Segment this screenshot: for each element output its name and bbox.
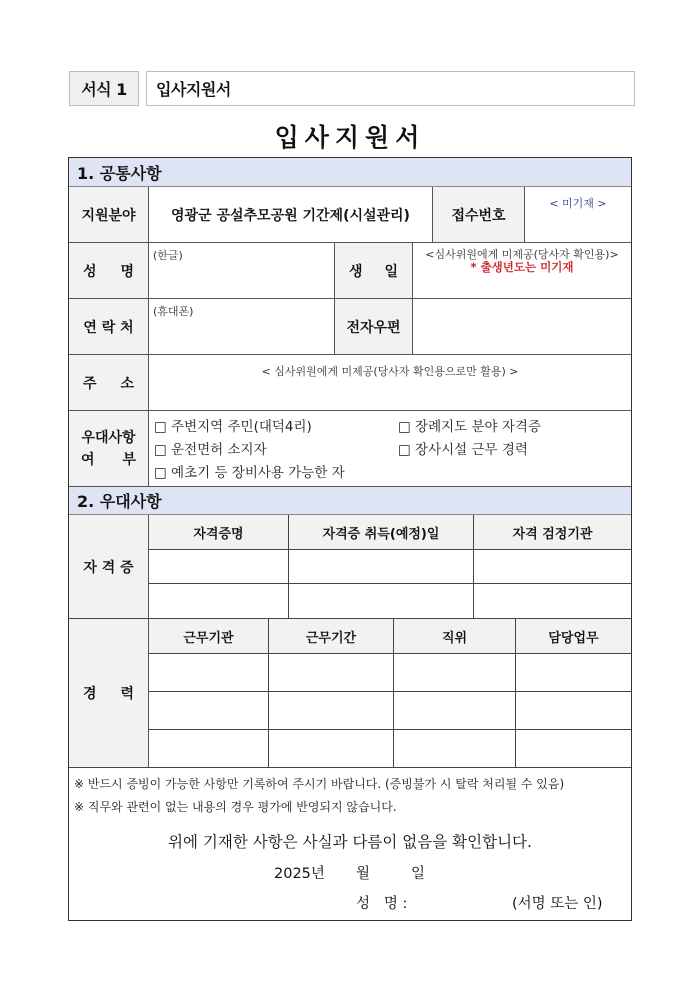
label-name: 성 명 (69, 243, 149, 298)
section-header-common: 1. 공통사항 (69, 158, 631, 187)
employer-input[interactable] (149, 654, 269, 691)
col-period: 근무기간 (269, 619, 394, 653)
career-header-row (149, 619, 631, 654)
note-relevance: ※ 직무와 관련이 없는 내용의 경우 평가에 반영되지 않습니다. (74, 800, 397, 814)
row-name-birth (69, 243, 631, 299)
position-input[interactable] (394, 654, 516, 691)
cert-issuer-input[interactable] (474, 550, 631, 583)
period-input[interactable] (269, 730, 394, 768)
certificates-block (69, 515, 631, 619)
row-contact-email (69, 299, 631, 355)
email-field[interactable] (413, 299, 631, 354)
label-email: 전자우편 (335, 299, 413, 354)
signature-hint[interactable]: (서명 또는 인) (512, 896, 603, 912)
duties-input[interactable] (516, 654, 631, 691)
label-receipt-number: 접수번호 (433, 187, 525, 242)
name-field[interactable] (149, 243, 335, 298)
cert-name-input[interactable] (149, 550, 289, 583)
employer-input[interactable] (149, 692, 269, 729)
birthdate-hint: <심사위원에게 미제공(당사자 확인용)> (425, 248, 619, 261)
address-field[interactable] (149, 355, 631, 410)
col-employer: 근무기관 (149, 619, 269, 653)
confirmation-statement: 위에 기재한 사항은 사실과 다름이 없음을 확인합니다. (168, 833, 532, 851)
period-input[interactable] (269, 692, 394, 729)
col-duties: 담당업무 (516, 619, 631, 653)
note-evidence: ※ 반드시 증빙이 가능한 사항만 기록하여 주시기 바랍니다. (증빙불가 시 탈락 처리될 수 있음) (74, 777, 565, 791)
table-row (149, 550, 631, 584)
col-position: 직위 (394, 619, 516, 653)
duties-input[interactable] (516, 730, 631, 768)
contact-hint: (휴대폰) (153, 305, 194, 318)
certificates-header-row (149, 515, 631, 550)
label-birthdate: 생 일 (335, 243, 413, 298)
receipt-number-hint: < 미기재 > (549, 197, 607, 210)
col-cert-name: 자격증명 (149, 515, 289, 549)
label-certificates: 자 격 증 (69, 515, 149, 618)
label-address: 주 소 (69, 355, 149, 410)
row-address (69, 355, 631, 411)
duties-input[interactable] (516, 692, 631, 729)
name-hint: (한글) (153, 249, 183, 262)
position-input[interactable] (394, 692, 516, 729)
cert-issuer-input[interactable] (474, 584, 631, 619)
checkbox-local-resident[interactable]: □ 주변지역 주민(대덕4리) (154, 419, 312, 435)
row-application-field (69, 187, 631, 243)
table-row (149, 730, 631, 768)
application-form (68, 157, 632, 921)
label-contact: 연 락 처 (69, 299, 149, 354)
application-field-value[interactable]: 영광군 공설추모공원 기간제(시설관리) (149, 187, 433, 242)
address-hint: < 심사위원에게 미제공(당사자 확인용으로만 활용) > (261, 365, 519, 378)
birthdate-field[interactable] (413, 243, 631, 298)
declaration-area (69, 768, 631, 920)
table-row (149, 584, 631, 619)
row-preferences (69, 411, 631, 487)
date-year: 2025년 (274, 866, 325, 882)
date-month[interactable]: 월 (356, 866, 371, 882)
cert-date-input[interactable] (289, 584, 474, 619)
career-table (149, 619, 631, 767)
label-preferences: 우대사항 여 부 (69, 411, 149, 486)
position-input[interactable] (394, 730, 516, 768)
form-number-tag: 서식 1 (69, 71, 139, 106)
date-day[interactable]: 일 (411, 866, 426, 882)
table-row (149, 654, 631, 692)
table-row (149, 692, 631, 730)
document-title: 입사지원서 (274, 123, 426, 152)
col-cert-date: 자격증 취득(예정)일 (289, 515, 474, 549)
cert-date-input[interactable] (289, 550, 474, 583)
form-name-box: 입사지원서 (146, 71, 635, 106)
label-career: 경 력 (69, 619, 149, 767)
label-application-field: 지원분야 (69, 187, 149, 242)
cert-name-input[interactable] (149, 584, 289, 619)
signature-name-label: 성 명 : (356, 896, 408, 912)
checkbox-funeral-certificate[interactable]: □ 장례지도 분야 자격증 (398, 419, 541, 435)
receipt-number-field[interactable] (525, 187, 631, 242)
col-cert-issuer: 자격 검정기관 (474, 515, 631, 549)
birthdate-warning: * 출생년도는 미기재 (470, 260, 574, 274)
contact-field[interactable] (149, 299, 335, 354)
section-header-preferential: 2. 우대사항 (69, 487, 631, 515)
checkbox-funeral-facility-experience[interactable]: □ 장사시설 근무 경력 (398, 442, 528, 458)
checkbox-equipment-operation[interactable]: □ 예초기 등 장비사용 가능한 자 (154, 465, 345, 481)
employer-input[interactable] (149, 730, 269, 768)
preferences-checklist (149, 411, 631, 486)
checkbox-driver-license[interactable]: □ 운전면허 소지자 (154, 442, 267, 458)
certificates-table (149, 515, 631, 618)
career-block (69, 619, 631, 768)
period-input[interactable] (269, 654, 394, 691)
